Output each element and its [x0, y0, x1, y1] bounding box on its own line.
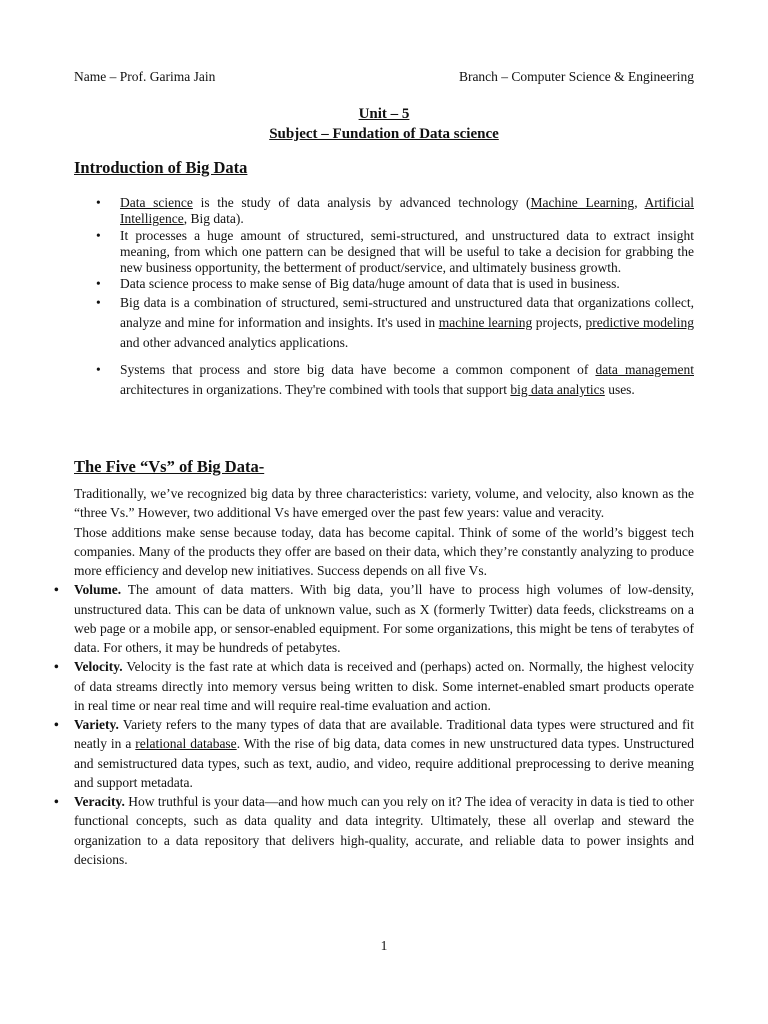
variety-label: Variety.: [74, 717, 119, 732]
intro-bullet-4: • Big data is a combination of structured, semi-structured and unstructured data that organizations collect, analyze and mine for information and insights. It's used in machine learning projects, predictive modeling and other advanced analytics applications.: [120, 293, 694, 353]
subject-title: Subject – Fundation of Data science: [269, 126, 499, 142]
machine-learning-link[interactable]: Machine Learning: [530, 195, 635, 210]
data-management-link[interactable]: data management: [595, 361, 694, 377]
big-data-analytics-link[interactable]: big data analytics: [510, 381, 605, 397]
intro-bullet-list: [120, 195, 694, 400]
velocity-label: Velocity.: [74, 659, 123, 675]
branch-name: Branch – Computer Science & Engineering: [458, 69, 694, 84]
five-vs-paragraph-1: Traditionally, we’ve recognized big data by three characteristics: variety, volume, and velocity, also known as the “three Vs.” However, two additional Vs have emerged over the past few years: value and veracity.: [74, 486, 694, 521]
machine-learning-link-2[interactable]: machine learning: [438, 314, 533, 330]
veracity-item: • Veracity. How truthful is your data—and how much can you rely on it? The idea of veracity in data is tied to other functional concepts, such as data quality and data integrity. Ultimately, these all overlap and steward the organization to a data repository that delivers high-quality, accurate, and reliable data to power insights and decisions.: [74, 792, 694, 869]
predictive-modeling-link[interactable]: predictive modeling: [585, 314, 694, 330]
author-name: Name – Prof. Garima Jain: [74, 69, 216, 84]
intro-bullet-1: • Data science is the study of data analysis by advanced technology (Machine Learning, Artificial Intelligence, Big data).: [120, 195, 694, 228]
volume-item: • Volume. The amount of data matters. With big data, you’ll have to process high volumes of low-density, unstructured data. This can be data of unknown value, such as X (formerly Twitter) data feeds, clickstreams on a web page or a mobile app, or sensor-enabled equipment. For some organizations, this might be tens of terabytes of data. For others, it may be hundreds of petabytes.: [74, 580, 694, 657]
five-vs-section: [74, 484, 694, 869]
five-vs-paragraph-2: Those additions make sense because today, data has become capital. Think of some of the world’s biggest tech companies. Many of the products they offer are based on their data, which they’re constantly analyzing to produce more efficiency and develop new initiatives. Success depends on all five Vs.: [74, 524, 694, 578]
intro-heading: Introduction of Big Data: [74, 158, 248, 177]
relational-database-link[interactable]: relational database: [135, 736, 237, 752]
unit-title: Unit – 5: [358, 106, 410, 122]
document-title: [0, 104, 768, 144]
intro-bullet-5: • Systems that process and store big data have become a common component of data management architectures in organizations. They're combined with tools that support big data analytics uses.: [120, 360, 694, 400]
page-number: 1: [380, 938, 388, 953]
five-vs-heading: The Five “Vs” of Big Data-: [74, 457, 265, 476]
page-header: [74, 69, 694, 85]
volume-label: Volume.: [74, 582, 122, 598]
artificial-intelligence-link[interactable]: Artificial Intelligence: [120, 195, 694, 227]
five-vs-list: [74, 580, 694, 869]
intro-bullet-3: • Data science process to make sense of Big data/huge amount of data that is used in business.: [120, 276, 694, 292]
data-science-link[interactable]: Data science: [120, 195, 193, 210]
veracity-label: Veracity.: [74, 794, 125, 809]
variety-item: • Variety. Variety refers to the many types of data that are available. Traditional data types were structured and fit neatly in a relational database. With the rise of big data, data comes in new unstructured data types. Unstructured and semistructured data types, such as text, audio, and video, require additional preprocessing to derive meaning and support metadata.: [74, 715, 694, 792]
velocity-item: • Velocity. Velocity is the fast rate at which data is received and (perhaps) acted on. Normally, the highest velocity of data streams directly into memory versus being written to disk. Some internet-enabled smart products operate in real time or near real time and will require real-time evaluation and action.: [74, 657, 694, 715]
intro-bullet-2: • It processes a huge amount of structured, semi-structured, and unstructured data to extract insight meaning, from which one pattern can be designed that will be useful to take a decision for grabbing the new business opportunity, the betterment of product/service, and ultimately business growth.: [120, 228, 694, 277]
